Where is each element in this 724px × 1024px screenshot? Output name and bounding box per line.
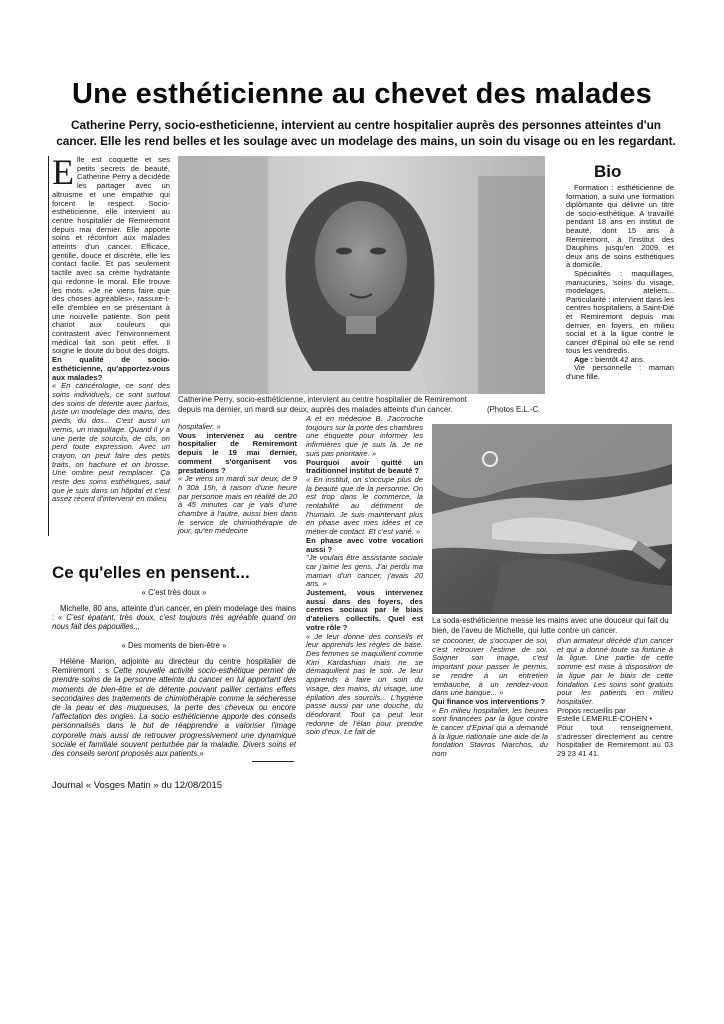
contact-line: Pour tout renseignement, s'adresser directement au centre hospitalier de Remiremont au 03 29 23 41 41. xyxy=(557,723,673,759)
answer-6-continued: d'un armateur décédé d'un cancer et qui a donné toute sa fortune à la ligue. Une partie de cette somme est mise à disposition de la ligue par le biais de cette fondation. Les soins sont gratuits pour les patients en milieu hospitalier. xyxy=(557,636,673,706)
question-2: Vous intervenez au centre hospitalier de Remiremont depuis le 19 mai dernier, comment s'organisent vos prestations ? xyxy=(178,430,297,475)
portrait-photo xyxy=(178,156,545,394)
question-5: Justement, vous intervenez aussi dans des foyers, des centres sociaux par le biais d'ateliers collectifs. Quel est votre rôle ? xyxy=(306,588,423,632)
quote-2 xyxy=(52,657,296,758)
hands-photo-graphic xyxy=(432,424,672,614)
question-1: En qualité de socio-esthéticienne, qu'apportez-vous aux malades? xyxy=(52,355,170,382)
answer-1: « En cancérologie, ce sont des soins individuels, ce sont surtout des soins de détente avec parfois, juste un modelage des mains, des pieds, du dos... C'est aussi un vernis, un maquillage. Quand il y a une perte de sourcils, de cils, on perd toute expression. Avec un crayon, on peut faire des petits traits, on hachure et on brosse. Une ombre peut remplacer. Ça reste des soins esthétiques, sauf que je suis dans un hôpital et c'est assez récent d'intervenir en milieu xyxy=(52,381,170,504)
drop-cap: E xyxy=(52,152,74,192)
answer-2: « Je viens un mardi sur deux, de 9 h 30à 15h, à raison d'une heure par personne mais en réalité de 20 à 45 minutes car je vais d'une chambre à l'autre, aussi bien dans le service de chimiothérapie de jour, qu'en médecine xyxy=(178,474,297,536)
column-5 xyxy=(557,637,673,777)
quote-1-intro: Michelle, 80 ans, atteinte d'un cancer, en plein modelage des mains : xyxy=(52,604,296,623)
answer-5: « Je leur donne des conseils et leur apprends les règles de base. Des femmes se maquillent comme Kim Kardashian mais ne se démaquillent pas le soir. Je leur apprends à faire un soin du visage, des mains, du visage, une épilation des sourcils... L'hygiène passe aussi par une douche, du déodorant. Tout ça peut leur redonne de l'élan pour prendre soin d'eux. Le fait de xyxy=(306,631,423,737)
photo-credit: (Photos E.L.-C. xyxy=(487,405,541,414)
bio-text xyxy=(566,184,674,382)
quote-1-title: « C'est très doux » xyxy=(141,588,207,597)
bio-formation: Formation : esthéticienne de formation, a suivi une formation diplômante qui délivre un titre de socio-esthétique. A travaillé pendant 18 ans en institut de beauté, dont 15 ans à Remiremont, à l'institut des Dauphins jusqu'en 2009, et deux ans de soins esthétiques à domicile. xyxy=(566,183,674,270)
hands-photo xyxy=(432,424,672,614)
answer-4: "Je voulais être assistante sociale car j'aime les gens. J'ai perdu ma maman d'un cancer, j'avais 20 ans. » xyxy=(306,553,423,589)
answer-6: « En milieu hospitalier, les heures sont financées par la ligue contre le cancer d'Epinal qui a demandé à la ligue nationale une aide de la fondation Stavros Niarchos, du nom xyxy=(432,705,548,759)
author-line: Estelle LEMERLE-COHEN • xyxy=(557,714,653,724)
bio-age-label: Age : xyxy=(574,354,593,364)
intro-paragraph xyxy=(52,152,170,356)
section-title: Ce qu'elles en pensent... xyxy=(52,563,250,582)
quote-1 xyxy=(52,604,296,632)
headline: Une esthéticienne au chevet des malades xyxy=(72,78,652,110)
question-3: Pourquoi avoir quitté un traditionnel institut de beauté ? xyxy=(306,457,423,476)
intro-text: lle est coquette et ses petits secrets de beauté, Catherine Perry a décidéde les partager avec un altruisme et une empathie qui forcent le respect. Socio-esthéticienne, elle intervient au centre hospitalier de Remiremont depuis mai dernier. Elle apporte soins et réconfort aux malades atteints d'un cancer. Efficace, gentille, douce et discrète, elle les contact facile. Et pas seulement tactile avec sa crème hydratante qui redonne le moral. Elle trouve les mots. «Je ne viens faire que des choses agréables», rassure-t-elle d'emblée en se présentant à une nouvelle patiente. Son petit chariot aux couleurs qui contrastent avec l'environnement médical fait son petit effet. Il soigne le doute du bout des doigts. xyxy=(52,155,170,356)
bio-specialites: Spécialités : maquillages, manucuries, 'soins du visage, modelages, ateliers... Particularité : intervient dans les centres hospitaliers, à Saint-Dié et Remiremont depuis mai dernier, en foyers, en milieu social et à la ligue contre le cancer d'Epinal où elle se rend tous les vendredis. xyxy=(566,268,674,356)
bio-age-value: bientôt 42 ans. xyxy=(595,354,645,364)
section-end-rule xyxy=(252,761,294,762)
hands-caption: La soda-esthéticienne messe les mains avec une douceur qui fait du bien, de l'aveu de Michelle, qui lutte contre un cancer. xyxy=(432,616,669,635)
quote-1-text: « C'est épatant, très doux, c'est toujours très agréable quand on nous fait des papouilles.,, xyxy=(52,613,296,632)
answer-2-continued: A et en médecine B. J'accroche toujours sur la porte des chambres une étiquette pour informer les infirmières que je suis là. Je ne suis pas prioritaire. » xyxy=(306,414,423,458)
propos-line: Propos recueillis par xyxy=(557,705,626,715)
answer-3: « En institut, on s'occupe plus de la beauté que de la personne. On est trop dans le commerce, la rentabilité au détriment de l'humain. Je suis maintenant plus en phase avec mes idées et ce métier de contact. Et c'est varié. » xyxy=(306,474,423,537)
footer-source: Journal « Vosges Matin » du 12/08/2015 xyxy=(52,780,223,791)
column-2 xyxy=(178,423,297,553)
bio-vie: Vie personnelle : maman d'une fille. xyxy=(566,363,674,382)
bio-title: Bio xyxy=(594,162,622,181)
answer-5-continued: se cocooner, de s'occuper de soi, c'est retrouver l'estime de soi. Soigner son image, c'est important pour passer le permis, se rendre à un entretien 'embauche, à un rendez-vous dans une banque... » xyxy=(432,636,548,698)
question-6: Qui finance vos interventions ? xyxy=(432,696,546,706)
quote-2-text: Cette nouvelle activité socio-esthétique permet de prendre soins de la personne atteinte du cancer en lui apportant des moments de bien-être et de détente pouvant pallier certains effets secondaires des traitements de chimiothérapie comme la sécheresse de la peau et des muqueuses, la perte des cheveux ou encore l'affectation des ongles. La socio esthéticienne apporte des conseils personnalisés dans le but de réapprendre a valoriser l'image corporelle mais aussi de retrouver progressivement une dynamique sociale et familiale souvent perturbée par la maladie. Divers soins et des conseils seront proposés aux patients.» xyxy=(52,666,296,759)
left-rule xyxy=(48,156,49,536)
portrait-photo-graphic xyxy=(178,156,545,394)
column-3 xyxy=(306,415,423,775)
question-4: En phase avec votre vocation aussi ? xyxy=(306,535,423,554)
portrait-caption: Catherine Perry, socio-esthéticienne, intervient au centre hospitalier de Remiremont depuis ma dernier, un mardi sur deux, auprès des malades atteints d'un cancer. xyxy=(178,395,467,414)
answer-1-continued: hospitalier. » xyxy=(178,422,221,431)
lead-paragraph: Catherine Perry, socio-estheticienne, intervient au centre hospitalier auprès des personnes atteintes d'un cancer. Elle les rend belles et les soulage avec un modelage des mains, un soin du visage ou en les regardant. xyxy=(56,118,676,148)
quote-2-title: « Des moments de bien-être » xyxy=(121,641,227,650)
quote-2-intro: Hélène Marion, adjointe au directeur du centre hospitalier de Remiremont : s xyxy=(52,657,296,676)
intro-column xyxy=(52,152,170,534)
column-4 xyxy=(432,637,548,777)
